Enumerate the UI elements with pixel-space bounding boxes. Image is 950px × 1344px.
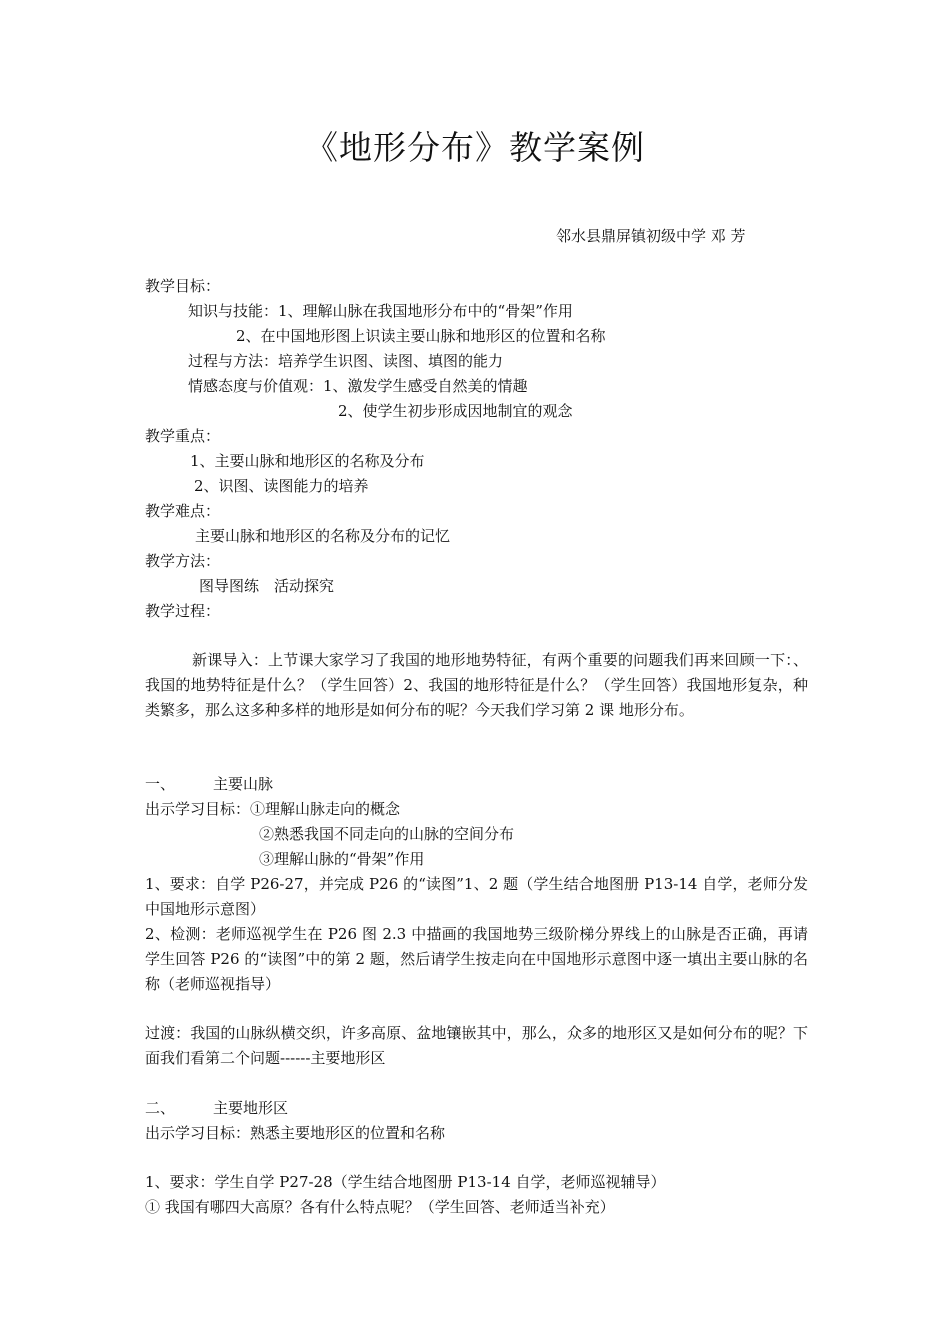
- section-1-transition: 过渡：我国的山脉纵横交织，许多高原、盆地镶嵌其中，那么，众多的地形区又是如何分布的呢？下面我们看第二个问题------主要地形区: [145, 1024, 808, 1067]
- section-1-goal-3: ③理解山脉的“骨架”作用: [259, 850, 425, 868]
- section-1-check: 2、检测：老师巡视学生在 P26 图 2.3 中描画的我国地势三级阶梯分界线上的山脉是否正确，再请学生回答 P26 的“读图”中的第 2 题，然后请学生按走向在中国地形示意图中逐一填出主要山脉的名称（老师巡视指导）: [145, 925, 808, 993]
- section-1-goal-2: ②熟悉我国不同走向的山脉的空间分布: [259, 825, 515, 843]
- key-points-heading: 教学重点：: [145, 427, 221, 445]
- difficulty-text: 主要山脉和地形区的名称及分布的记忆: [195, 527, 451, 545]
- process-heading: 教学过程：: [145, 602, 221, 620]
- objective-emotion-1: 情感态度与价值观：1、激发学生感受自然美的情趣: [188, 377, 528, 395]
- method-heading: 教学方法：: [145, 552, 221, 570]
- section-2-number: 二、: [145, 1099, 176, 1117]
- section-1-goal-1: 出示学习目标：①理解山脉走向的概念: [145, 800, 401, 818]
- objective-knowledge-1: 知识与技能：1、理解山脉在我国地形分布中的“骨架”作用: [188, 302, 573, 320]
- section-1-title: 主要山脉: [213, 775, 274, 793]
- difficulty-heading: 教学难点：: [145, 502, 221, 520]
- section-2-requirement: 1、要求：学生自学 P27-28（学生结合地图册 P13-14 自学，老师巡视辅导）: [145, 1173, 666, 1191]
- section-2-title: 主要地形区: [213, 1099, 289, 1117]
- key-point-1: 1、主要山脉和地形区的名称及分布: [190, 452, 425, 470]
- objective-knowledge-2: 2、在中国地形图上识读主要山脉和地形区的位置和名称: [236, 327, 606, 345]
- author-line: 邻水县鼎屏镇初级中学 邓 芳: [556, 227, 746, 245]
- section-2-question-1: ① 我国有哪四大高原？各有什么特点呢？（学生回答、老师适当补充）: [145, 1198, 615, 1216]
- objective-process: 过程与方法：培养学生识图、读图、填图的能力: [188, 352, 504, 370]
- section-2-goal: 出示学习目标：熟悉主要地形区的位置和名称: [145, 1124, 446, 1142]
- section-1-requirement: 1、要求：自学 P26-27，并完成 P26 的“读图”1、2 题（学生结合地图册 P13-14 自学，老师分发中国地形示意图）: [145, 875, 808, 918]
- document-title: 《地形分布》教学案例: [305, 128, 645, 167]
- intro-paragraph: 新课导入：上节课大家学习了我国的地形地势特征，有两个重要的问题我们再来回顾一下：、我国的地势特征是什么？（学生回答）2、我国的地形特征是什么？（学生回答）我国地形复杂，种类繁多，那么这多种多样的地形是如何分布的呢？今天我们学习第 2 课 地形分布。: [145, 651, 808, 719]
- method-text: 图导图练 活动探究: [199, 577, 335, 595]
- section-1-number: 一、: [145, 775, 176, 793]
- objective-emotion-2: 2、使学生初步形成因地制宜的观念: [338, 402, 573, 420]
- objectives-heading: 教学目标：: [145, 277, 221, 295]
- key-point-2: 2、识图、读图能力的培养: [194, 477, 369, 495]
